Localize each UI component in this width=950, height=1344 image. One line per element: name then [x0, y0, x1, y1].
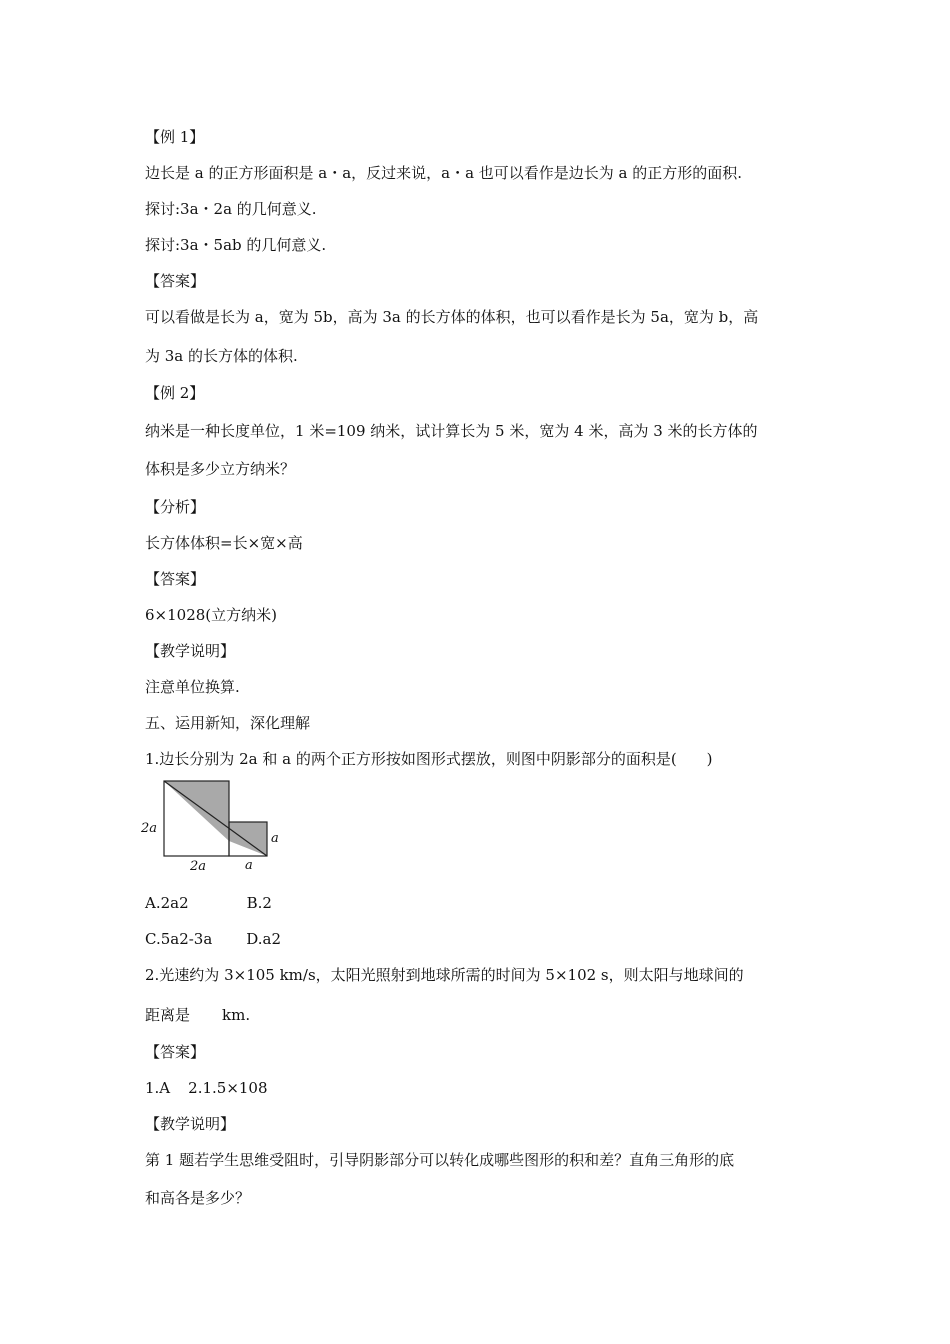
- question-2-prefix: 距离是: [145, 1006, 191, 1024]
- section5-note-line-2: 和高各是多少？: [145, 1189, 251, 1207]
- example1-explore-2: 探讨:3a・5ab 的几何意义.: [145, 236, 327, 254]
- example2-analysis-heading: 【分析】: [145, 498, 206, 516]
- section5-note-line-1: 第 1 题若学生思维受阻时，引导阴影部分可以转化成哪些图形的积和差？直角三角形的底: [145, 1151, 735, 1169]
- example2-heading: 【例 2】: [145, 384, 205, 402]
- figure-label-bottom-right: a: [245, 858, 253, 873]
- question-2-line-1: 2.光速约为 3×105 km/s，太阳光照射到地球所需的时间为 5×102 s，则太阳与地球间的: [145, 966, 744, 984]
- section5-answer: [145, 1078, 268, 1098]
- example1-text: 边长是 a 的正方形面积是 a・a，反过来说，a・a 也可以看作是边长为 a 的正方形的面积.: [145, 164, 743, 182]
- example1-heading: 【例 1】: [145, 128, 205, 146]
- section5-note-heading: 【教学说明】: [145, 1115, 236, 1133]
- option-c: C.5a2-3a: [145, 930, 213, 948]
- figure-label-right: a: [271, 831, 279, 846]
- question-2-line-2: [145, 1005, 250, 1025]
- example1-answer-heading: 【答案】: [145, 272, 206, 290]
- example1-answer-line-2: 为 3a 的长方体的体积.: [145, 347, 298, 365]
- example2-analysis: 长方体体积=长×宽×高: [145, 534, 303, 552]
- section5-heading: 五、运用新知，深化理解: [145, 714, 311, 732]
- option-b: B.2: [246, 894, 272, 912]
- example2-answer-heading: 【答案】: [145, 570, 206, 588]
- squares-figure: [140, 776, 290, 874]
- options-row-1: [145, 893, 272, 913]
- example2-note-heading: 【教学说明】: [145, 642, 236, 660]
- example1-answer-line-1: 可以看做是长为 a，宽为 5b，高为 3a 的长方体的体积，也可以看作是长为 5a，宽为 b，高: [145, 308, 759, 326]
- question-2-unit: km.: [222, 1006, 251, 1024]
- answer-part-1: 1.A: [145, 1079, 171, 1097]
- example2-note: 注意单位换算.: [145, 678, 240, 696]
- question-1: 1.边长分别为 2a 和 a 的两个正方形按如图形式摆放，则图中阴影部分的面积是( ): [145, 750, 713, 768]
- example1-explore-1: 探讨:3a・2a 的几何意义.: [145, 200, 317, 218]
- example2-answer: 6×1028(立方纳米): [145, 606, 277, 624]
- example2-text-line-1: 纳米是一种长度单位，1 米=109 纳米，试计算长为 5 米，宽为 4 米，高为 3 米的长方体的: [145, 422, 758, 440]
- section5-answer-heading: 【答案】: [145, 1043, 206, 1061]
- options-row-2: [145, 929, 281, 949]
- option-a: A.2a2: [145, 894, 189, 912]
- shaded-triangle-small: [229, 822, 267, 856]
- answer-part-2: 2.1.5×108: [188, 1079, 268, 1097]
- figure-label-left: 2a: [141, 821, 158, 836]
- figure-label-bottom-left: 2a: [190, 859, 207, 874]
- option-d: D.a2: [246, 930, 282, 948]
- shaded-triangle-large: [164, 781, 229, 841]
- example2-text-line-2: 体积是多少立方纳米？: [145, 460, 296, 478]
